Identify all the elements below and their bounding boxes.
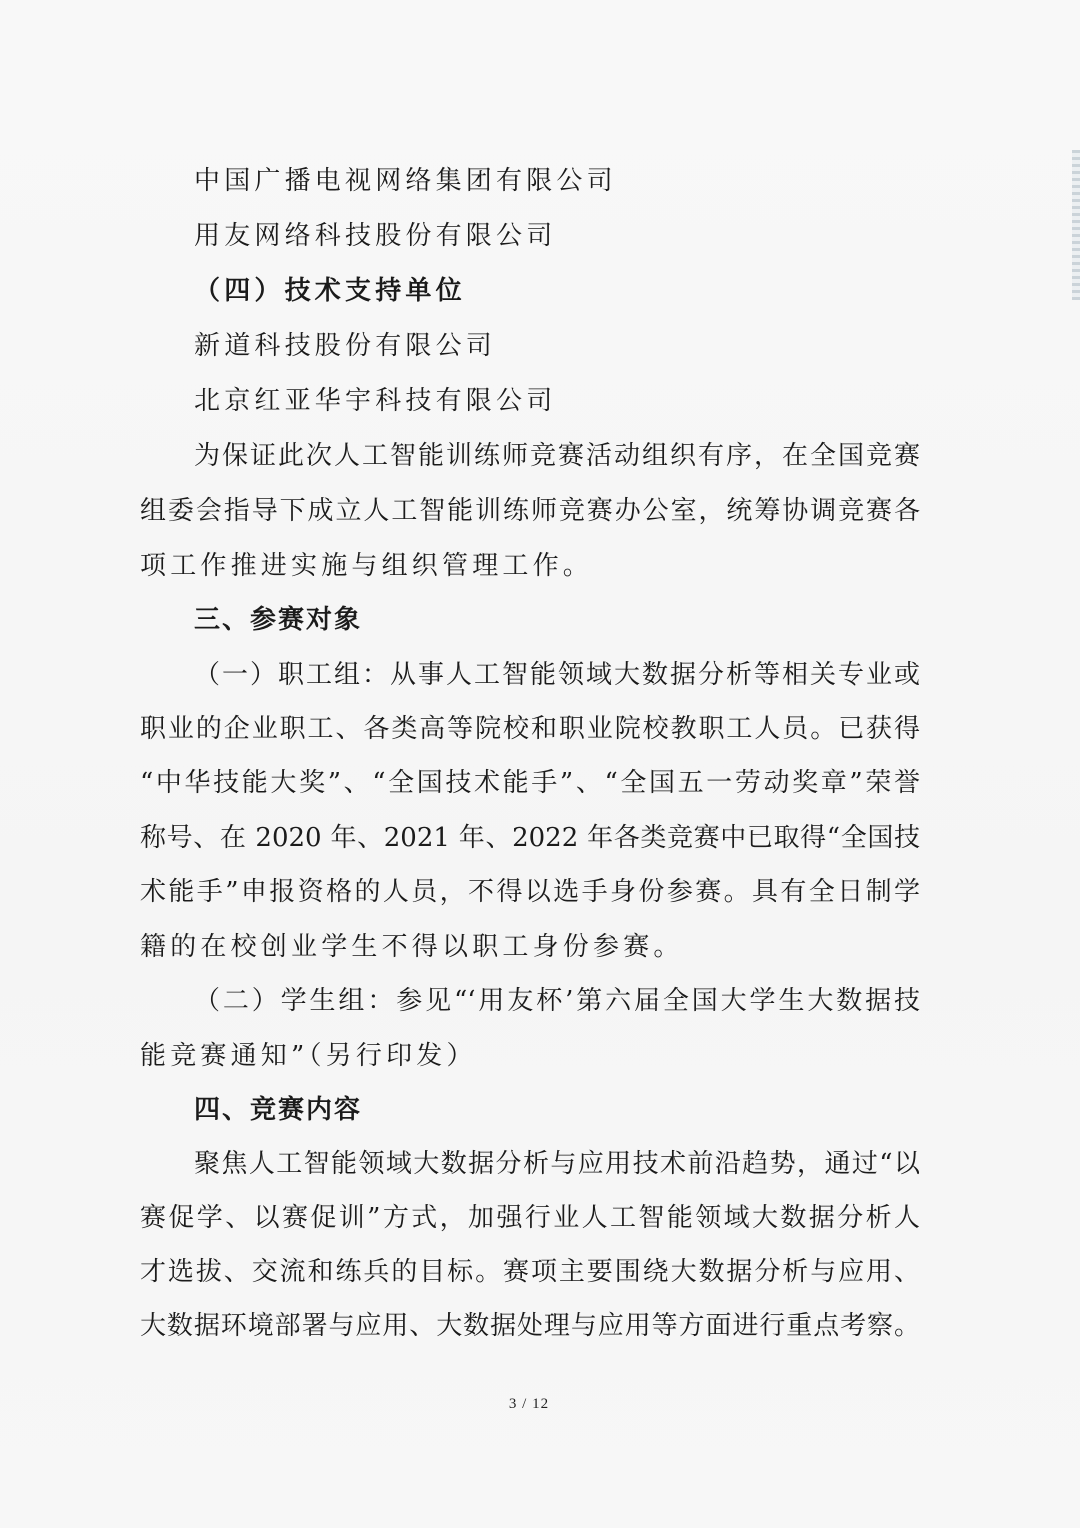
section-heading: 四、竞赛内容 (194, 1095, 363, 1125)
body-line: 术能手”申报资格的人员，不得以选手身份参赛。具有全日制学 (140, 877, 920, 907)
body-line: （一）职工组：从事人工智能领域大数据分析等相关专业或 (194, 660, 920, 690)
body-line: 聚焦人工智能领域大数据分析与应用技术前沿趋势，通过“以 (194, 1149, 920, 1179)
body-line: 职业的企业职工、各类高等院校和职业院校教职工人员。已获得 (140, 714, 920, 744)
body-line: （二）学生组：参见“‘用友杯’第六届全国大学生大数据技 (194, 986, 920, 1016)
body-line: 才选拔、交流和练兵的目标。赛项主要围绕大数据分析与应用、 (140, 1257, 920, 1287)
body-line: 为保证此次人工智能训练师竞赛活动组织有序，在全国竞赛 (194, 441, 920, 471)
page-number: 3 / 12 (508, 1396, 550, 1412)
body-line: 用友网络科技股份有限公司 (194, 221, 557, 251)
body-line: 能竞赛通知”（另行印发） (140, 1041, 477, 1071)
body-line: 中国广播电视网络集团有限公司 (194, 166, 617, 196)
body-line: 称号、在 2020 年、2021 年、2022 年各类竞赛中已取得“全国技 (140, 823, 920, 853)
body-line: 大数据环境部署与应用、大数据处理与应用等方面进行重点考察。 (140, 1311, 920, 1341)
scan-edge-artifact (1072, 150, 1080, 300)
body-line: 北京红亚华宇科技有限公司 (194, 386, 557, 416)
body-line: 赛促学、以赛促训”方式，加强行业人工智能领域大数据分析人 (140, 1203, 920, 1233)
body-line: “中华技能大奖”、“全国技术能手”、“全国五一劳动奖章”荣誉 (140, 768, 920, 798)
body-line: 新道科技股份有限公司 (194, 331, 497, 361)
body-line: 组委会指导下成立人工智能训练师竞赛办公室，统筹协调竞赛各 (140, 496, 920, 526)
body-line: 项工作推进实施与组织管理工作。 (140, 551, 594, 581)
subsection-heading: （四）技术支持单位 (194, 276, 466, 306)
body-line: 籍的在校创业学生不得以职工身份参赛。 (140, 932, 684, 962)
section-heading: 三、参赛对象 (194, 605, 363, 635)
